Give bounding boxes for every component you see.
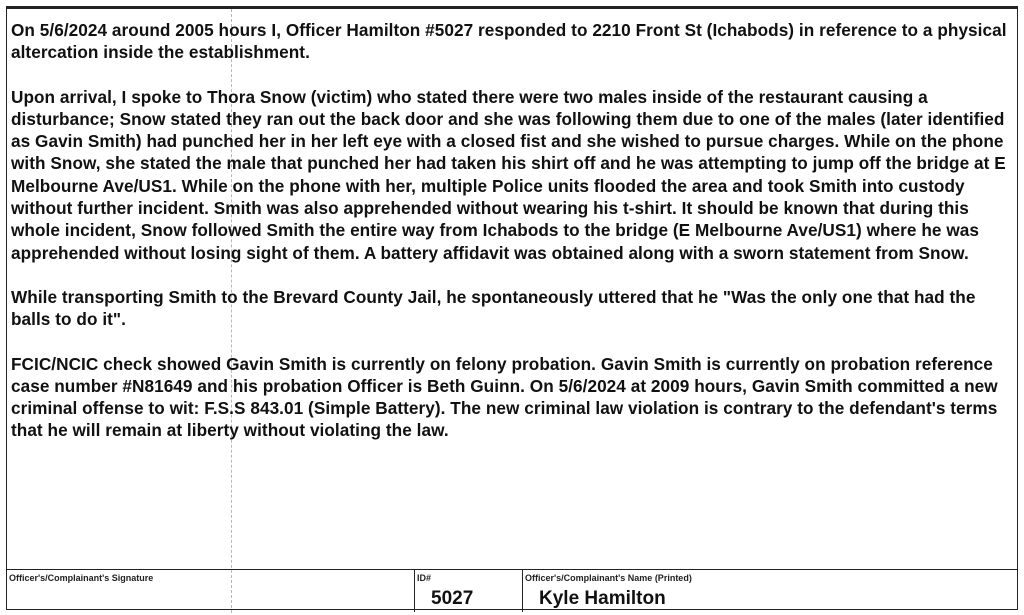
narrative-section: [11, 19, 1011, 442]
printed-name-cell[interactable]: [523, 570, 1017, 612]
narrative-paragraph-4: FCIC/NCIC check showed Gavin Smith is currently on felony probation. Gavin Smith is currently on probation reference case number #N81649 and his probation Officer is Beth Guinn. On 5/6/2024 at 2009 hours, Gavin Smith committed a new criminal offense to wit: F.S.S 843.01 (Simple Battery). The new criminal law violation is contrary to the defendant's terms that he will remain at liberty without violating the law.: [11, 353, 998, 441]
report-page: [6, 6, 1018, 610]
narrative-paragraph-3: While transporting Smith to the Brevard County Jail, he spontaneously uttered that he "Was the only one that had the balls to do it".: [11, 286, 976, 330]
id-cell[interactable]: [415, 570, 523, 612]
narrative-paragraph-2: Upon arrival, I spoke to Thora Snow (victim) who stated there were two males inside of the restaurant causing a disturbance; Snow stated they ran out the back door and she was following them due to one of the males (later identified as Gavin Smith) had punched her in her left eye with a closed fist and she wished to pursue charges. While on the phone with Snow, she stated the male that punched her had taken his shirt off and he was attempting to jump off the bridge at E Melbourne Ave/US1. While on the phone with her, multiple Police units flooded the area and took Smith into custody without further incident. Smith was also apprehended without wearing his t-shirt. It should be known that during this whole incident, Snow followed Smith the entire way from Ichabods to the bridge (E Melbourne Ave/US1) where he was apprehended without losing sight of them. A battery affidavit was obtained along with a sworn statement from Snow.: [11, 86, 1006, 263]
signature-row: [7, 569, 1017, 612]
narrative-paragraph-1: On 5/6/2024 around 2005 hours I, Officer Hamilton #5027 responded to 2210 Front St (Ichabods) in reference to a physical altercation inside the establishment.: [11, 20, 1007, 63]
id-label: ID#: [417, 573, 432, 583]
signature-label: Officer's/Complainant's Signature: [9, 573, 154, 583]
signature-cell[interactable]: [7, 570, 415, 612]
printed-name-value: Kyle Hamilton: [539, 588, 666, 609]
printed-name-label: Officer's/Complainant's Name (Printed): [525, 573, 692, 583]
id-value: 5027: [431, 588, 474, 609]
